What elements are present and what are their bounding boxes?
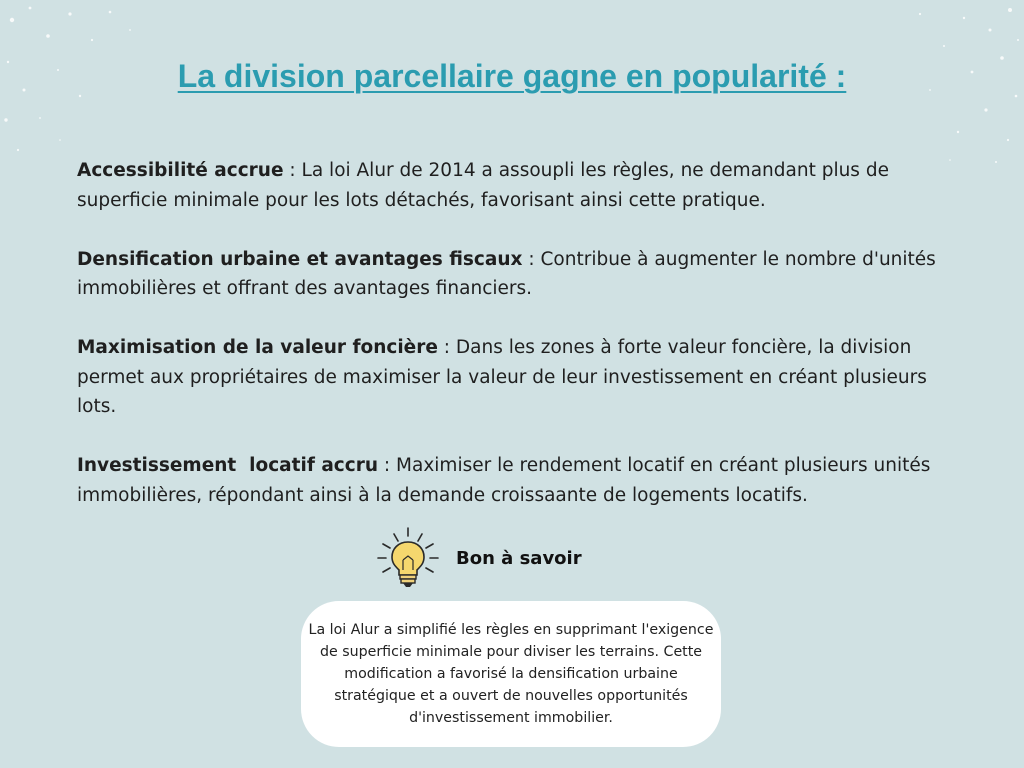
point-label: Densification urbaine et avantages fiscaux [77, 248, 523, 270]
tip-label: Bon à savoir [456, 548, 582, 569]
point-label: Maximisation de la valeur foncière [77, 337, 438, 358]
point-text: : Contribue à augmenter le nombre d'unités immobilières et offrant des avantages financiers. [77, 248, 936, 299]
points-list [77, 156, 957, 540]
point-item [77, 156, 957, 215]
point-item [77, 451, 957, 510]
info-note-text: La loi Alur a simplifié les règles en supprimant l'exigence de superficie minimale pour diviser les terrains. Cette modification a favorisé la densification urbaine stratégique et a ouvert de nouvelles opportunités d'investissement immobilier. [308, 622, 714, 726]
info-note [301, 601, 721, 747]
lightbulb-icon [372, 526, 440, 590]
point-text: : Maximiser le rendement locatif en créant plusieurs unités immobilières, répondant ainsi à la demande croissaante de logements locatifs. [77, 455, 937, 506]
page-title: La division parcellaire gagne en popularité : [177, 58, 847, 94]
point-text: : La loi Alur de 2014 a assoupli les règles, ne demandant plus de superficie minimale pour les lots détachés, favorisant ainsi cette pratique. [77, 160, 889, 211]
point-label: Investissement locatif accru [77, 455, 379, 476]
point-text: : Dans les zones à forte valeur foncière, la division permet aux propriétaires de maximiser la valeur de leur investissement en créant plusieurs lots. [77, 337, 927, 417]
point-item [77, 333, 957, 422]
good-to-know [372, 526, 612, 590]
point-label: Accessibilité accrue [77, 160, 284, 181]
point-item [77, 245, 957, 304]
